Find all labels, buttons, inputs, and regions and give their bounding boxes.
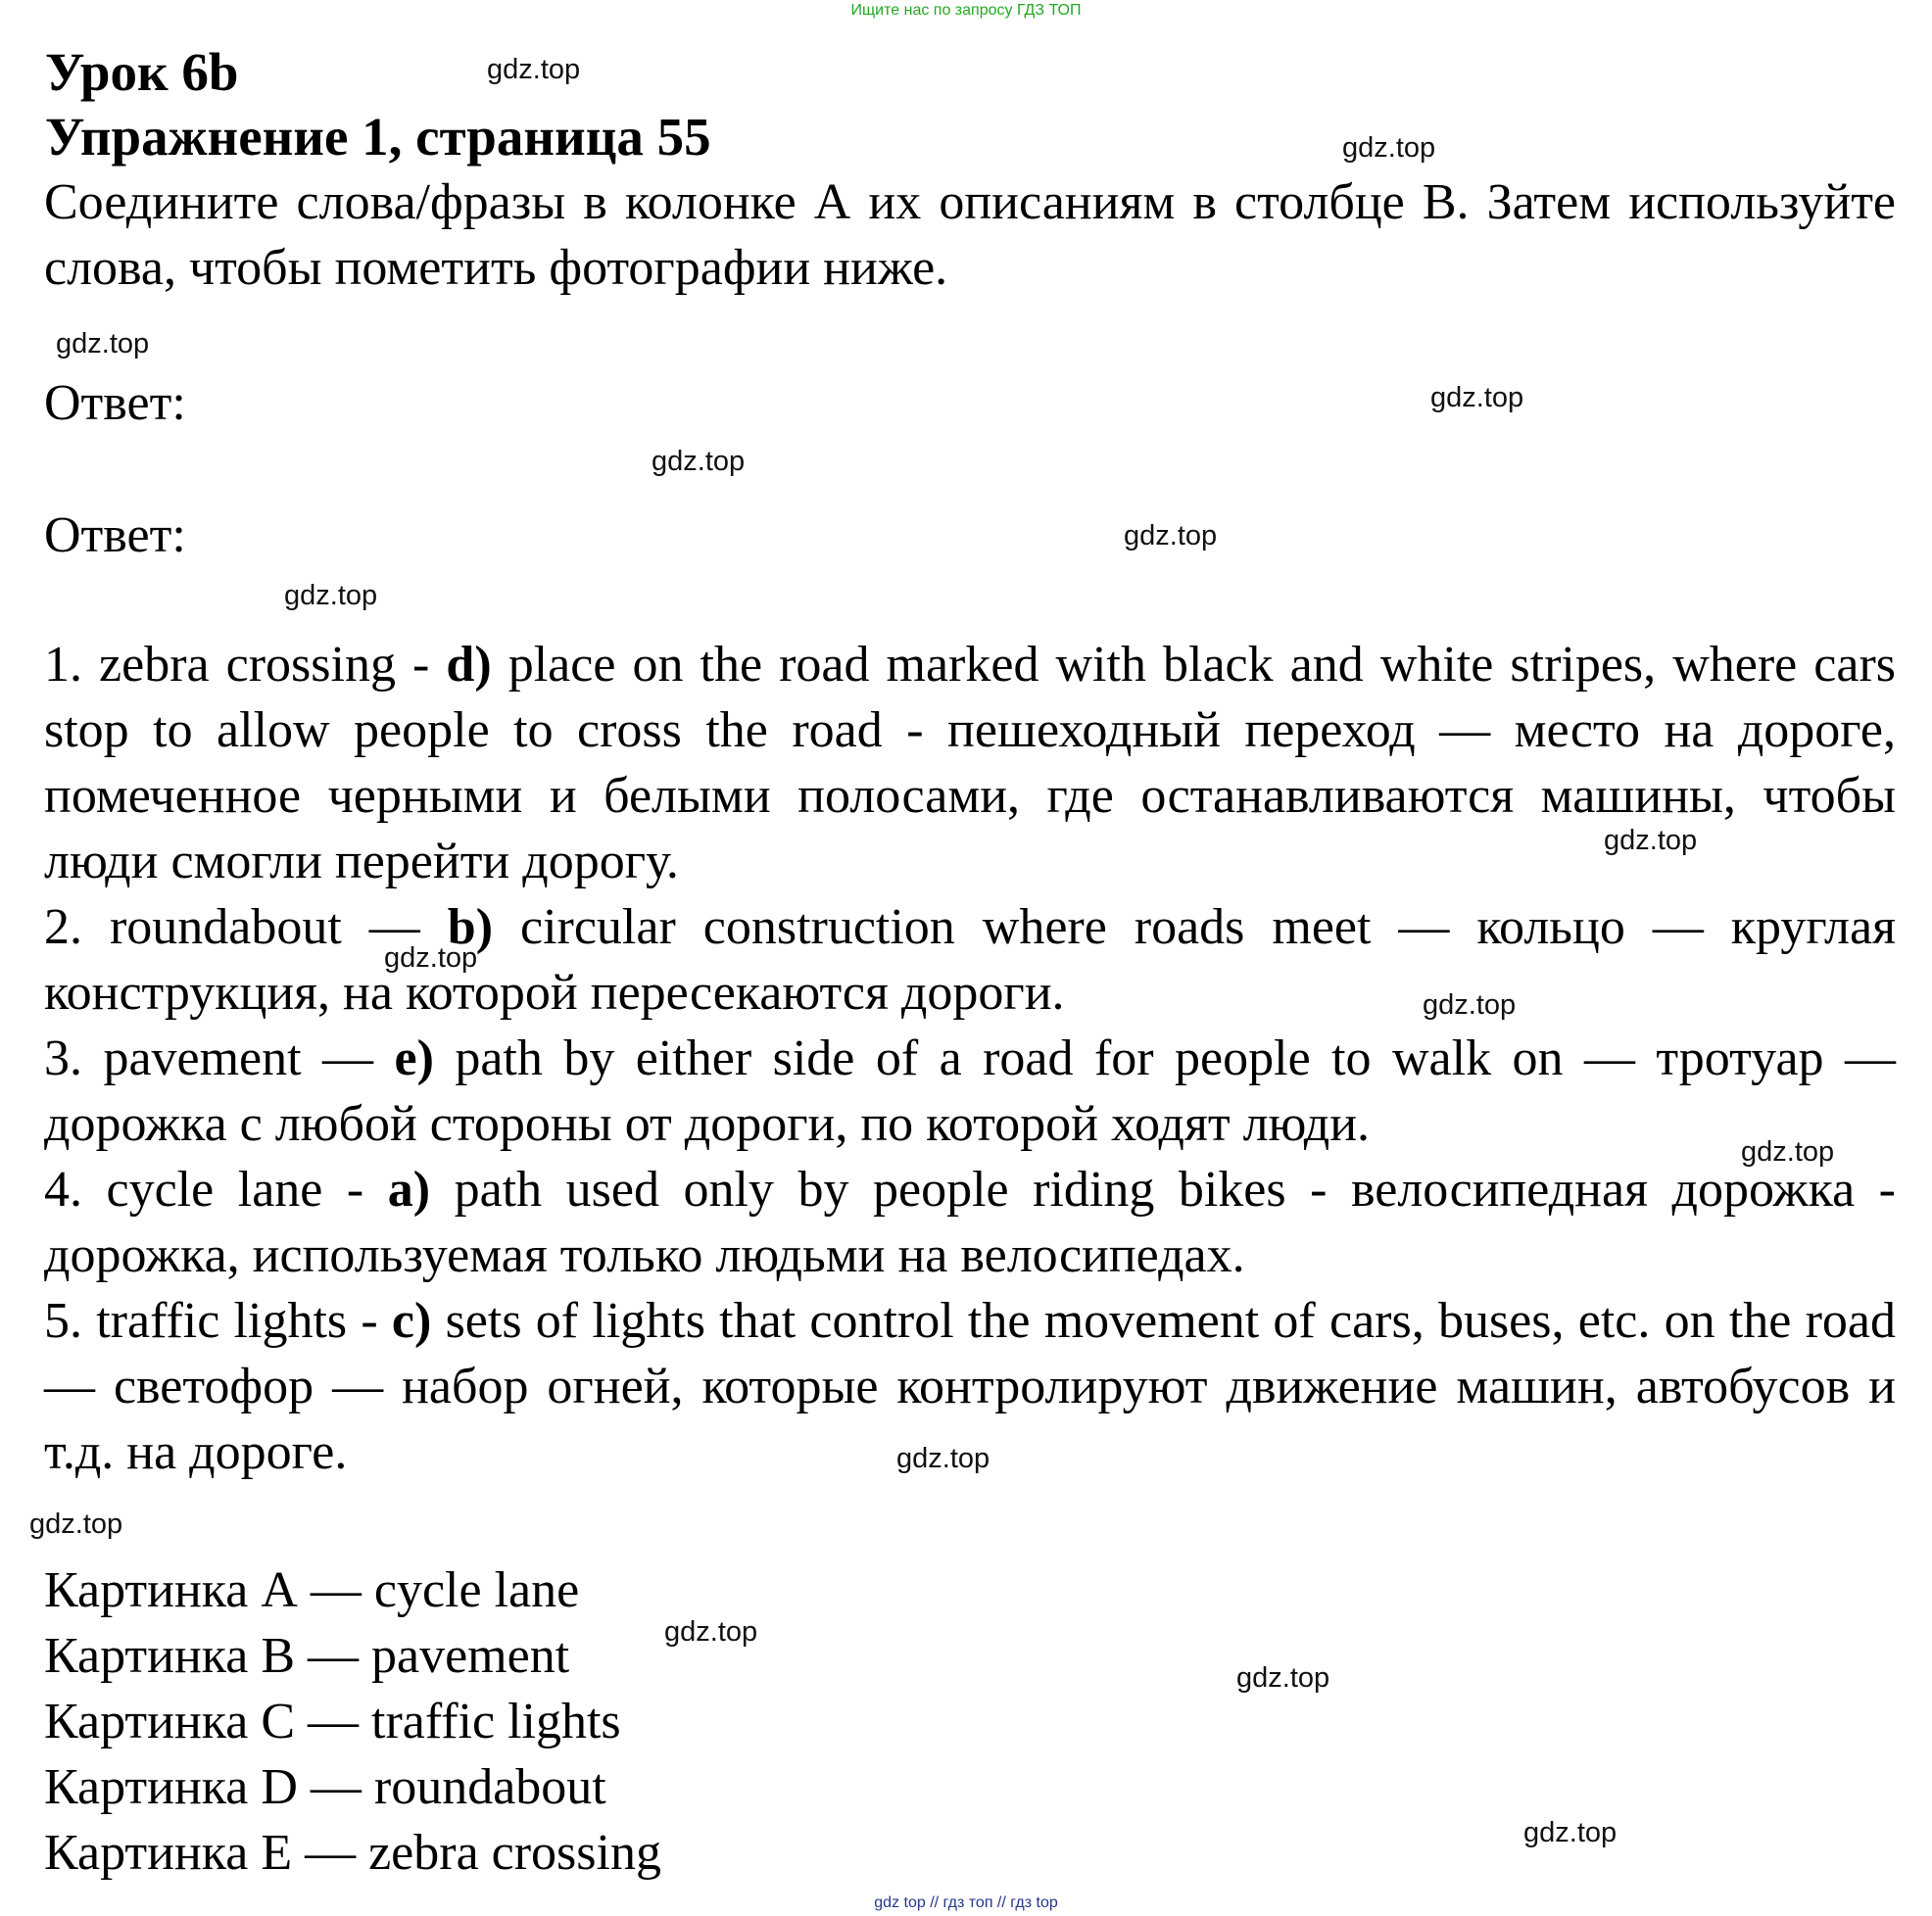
picture-label: Картинка D — roundabout	[44, 1759, 606, 1815]
picture-label: Картинка С — traffic lights	[44, 1694, 621, 1749]
answer-item-3: 3. pavement — e) path by either side of a road for people to walk on — тротуар — дорожка с любой стороны от дороги, по которой ходят люди.	[44, 1030, 1896, 1152]
watermark: gdz.top	[1124, 520, 1218, 551]
footer: gdz top // гдз топ // гдз top	[874, 1894, 1058, 1911]
watermark: gdz.top	[1430, 382, 1524, 413]
answer-item-2: 2. roundabout — b) circular construction where roads meet — кольцо — круглая конструкция, на которой пересекаются дороги.	[44, 899, 1897, 1021]
answer-item-5: 5. traffic lights - c) sets of lights that control the movement of cars, buses, etc. on the road — светофор — набор огней, которые контролируют движение машин, автобусов и т.д. на дороге.	[44, 1293, 1896, 1480]
watermark: gdz.top	[896, 1443, 990, 1474]
watermark: gdz.top	[1741, 1136, 1835, 1168]
watermark: gdz.top	[29, 1509, 123, 1540]
picture-label: Картинка Е — zebra crossing	[44, 1825, 661, 1881]
watermark: gdz.top	[664, 1616, 758, 1648]
watermark: gdz.top	[487, 54, 581, 85]
watermark: gdz.top	[1423, 989, 1517, 1021]
watermark: gdz.top	[1604, 825, 1698, 856]
lesson-title: Урок 6b	[45, 42, 239, 102]
watermark: gdz.top	[652, 446, 746, 477]
watermark: gdz.top	[1342, 132, 1436, 164]
answer-label-2: Ответ:	[44, 507, 186, 563]
picture-label: Картинка В — pavement	[44, 1628, 570, 1684]
answer-label: Ответ:	[44, 375, 186, 431]
watermark: gdz.top	[384, 942, 478, 974]
picture-label: Картинка А — cycle lane	[44, 1562, 580, 1618]
watermark: gdz.top	[56, 328, 150, 359]
answer-item-4: 4. cycle lane - a) path used only by people riding bikes - велосипедная дорожка - дорожка, используемая только людьми на велосипедах.	[44, 1162, 1896, 1283]
picture-labels	[44, 1557, 661, 1886]
watermark: gdz.top	[1236, 1662, 1330, 1694]
instruction-text: Соедините слова/фразы в колонке А их описаниям в столбце В. Затем используйте слова, чтобы пометить фотографии ниже.	[44, 174, 1896, 296]
exercise-title: Упражнение 1, страница 55	[45, 107, 711, 167]
answer-item-1: 1. zebra crossing - d) place on the road marked with black and white stripes, where cars stop to allow people to cross the road - пешеходный переход — место на дороге, помеченное черными и белыми полосами, где останавливаются машины, чтобы люди смогли перейти дорогу.	[44, 637, 1896, 889]
top-banner: Ищите нас по запросу ГДЗ ТОП	[850, 2, 1082, 19]
watermark: gdz.top	[1523, 1817, 1618, 1848]
matching-answers	[44, 632, 1896, 1485]
watermark: gdz.top	[284, 580, 378, 611]
